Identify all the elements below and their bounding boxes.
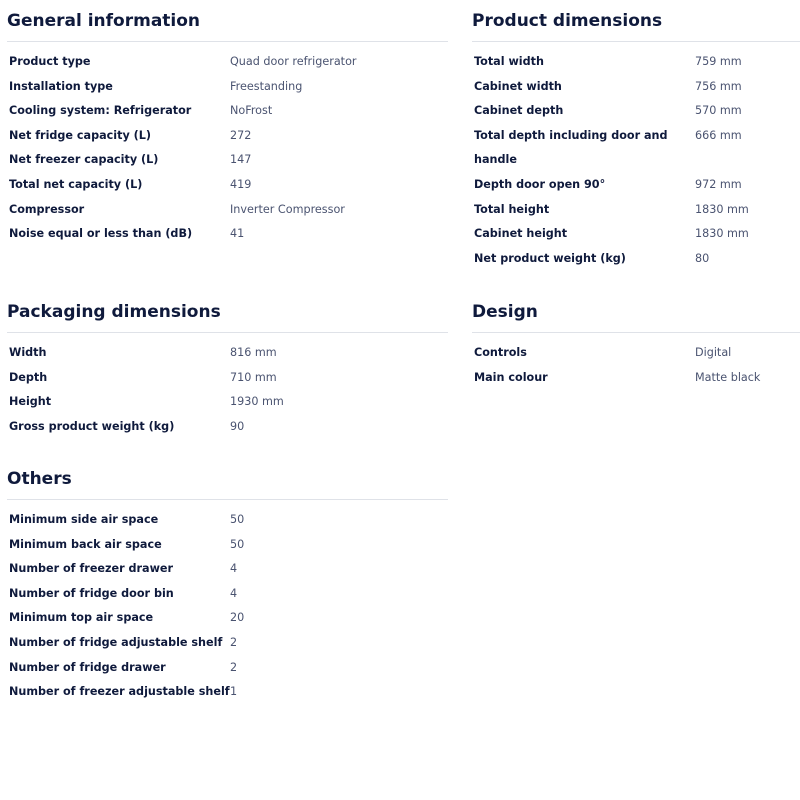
spec-value: 2 <box>230 635 238 649</box>
spec-row <box>7 198 448 223</box>
spec-value: 419 <box>230 177 252 191</box>
spec-list <box>7 50 448 247</box>
spec-label: Cooling system: Refrigerator <box>9 104 192 118</box>
spec-value: 1830 mm <box>695 202 749 216</box>
spec-row <box>7 173 448 198</box>
divider <box>7 41 448 42</box>
spec-value: NoFrost <box>230 104 273 118</box>
spec-value: 1930 mm <box>230 395 284 409</box>
spec-row <box>7 341 448 366</box>
divider <box>7 332 448 333</box>
spec-list <box>472 341 800 390</box>
spec-row <box>7 631 448 656</box>
spec-value: 80 <box>695 251 710 265</box>
spec-value: Freestanding <box>230 79 303 93</box>
spec-row <box>7 656 448 681</box>
spec-value: 272 <box>230 128 252 142</box>
spec-value: 50 <box>230 513 245 526</box>
spec-value: 2 <box>230 660 238 674</box>
spec-row <box>472 366 800 391</box>
spec-label: Total height <box>474 202 550 216</box>
spec-row <box>7 366 448 391</box>
spec-row <box>472 222 800 247</box>
spec-list <box>472 50 800 271</box>
design-section <box>472 299 800 390</box>
spec-label: Minimum back air space <box>9 537 162 551</box>
spec-label: Total depth including door and handle <box>474 128 668 167</box>
spec-label: Minimum side air space <box>9 513 159 526</box>
spec-row <box>7 508 448 533</box>
spec-label: Total width <box>474 55 544 68</box>
spec-label: Product type <box>9 55 91 68</box>
spec-row <box>7 75 448 100</box>
spec-row <box>7 99 448 124</box>
spec-value: Matte black <box>695 370 761 384</box>
spec-value: 759 mm <box>695 55 742 68</box>
spec-label: Depth <box>9 370 48 384</box>
spec-label: Net fridge capacity (L) <box>9 128 152 142</box>
spec-label: Number of fridge adjustable shelf <box>9 635 223 649</box>
spec-row <box>7 415 448 440</box>
section-title: General information <box>7 11 201 31</box>
spec-label: Net product weight (kg) <box>474 251 626 265</box>
spec-row <box>472 99 800 124</box>
spec-label: Controls <box>474 346 527 359</box>
spec-value: 710 mm <box>230 370 277 384</box>
spec-value: 147 <box>230 153 252 167</box>
spec-value: Inverter Compressor <box>230 202 345 216</box>
spec-value: 41 <box>230 227 245 241</box>
spec-value: 1830 mm <box>695 227 749 241</box>
spec-value: Digital <box>695 346 732 359</box>
spec-row <box>7 148 448 173</box>
divider <box>472 41 800 42</box>
spec-list <box>7 508 448 705</box>
spec-value: 90 <box>230 419 245 433</box>
others-section <box>7 466 448 705</box>
spec-value: 4 <box>230 586 238 600</box>
product-dimensions-section <box>472 8 800 271</box>
spec-row <box>7 50 448 75</box>
spec-row <box>7 582 448 607</box>
spec-value: Quad door refrigerator <box>230 55 357 68</box>
spec-label: Number of freezer drawer <box>9 562 174 576</box>
spec-row <box>472 173 800 198</box>
spec-label: Number of fridge door bin <box>9 586 174 600</box>
spec-label: Main colour <box>474 370 548 384</box>
spec-row <box>472 198 800 223</box>
spec-list <box>7 341 448 439</box>
spec-value: 50 <box>230 537 245 551</box>
spec-label: Net freezer capacity (L) <box>9 153 159 167</box>
spec-row <box>472 341 800 366</box>
spec-label: Width <box>9 346 47 359</box>
spec-value: 972 mm <box>695 177 742 191</box>
spec-label: Cabinet depth <box>474 104 564 118</box>
packaging-dimensions-section <box>7 299 448 439</box>
spec-row <box>472 124 800 173</box>
spec-label: Cabinet height <box>474 227 568 241</box>
spec-label: Number of freezer adjustable shelf <box>9 685 230 699</box>
spec-value: 20 <box>230 611 245 625</box>
spec-label: Total net capacity (L) <box>9 177 143 191</box>
spec-row <box>7 124 448 149</box>
spec-row <box>472 50 800 75</box>
spec-label: Number of fridge drawer <box>9 660 166 674</box>
spec-label: Height <box>9 395 52 409</box>
section-title: Others <box>7 469 72 489</box>
spec-label: Cabinet width <box>474 79 562 93</box>
spec-value: 666 mm <box>695 128 742 142</box>
spec-value: 1 <box>230 685 238 699</box>
general-information-section <box>7 8 448 247</box>
spec-label: Installation type <box>9 79 113 93</box>
section-title: Product dimensions <box>472 11 663 31</box>
spec-label: Depth door open 90° <box>474 177 606 191</box>
spec-row <box>7 533 448 558</box>
spec-row <box>7 222 448 247</box>
spec-row <box>472 75 800 100</box>
spec-label: Noise equal or less than (dB) <box>9 227 193 241</box>
divider <box>7 499 448 500</box>
divider <box>472 332 800 333</box>
spec-row <box>472 247 800 272</box>
section-title: Design <box>472 302 538 322</box>
spec-row <box>7 557 448 582</box>
spec-value: 4 <box>230 562 238 576</box>
spec-label: Minimum top air space <box>9 611 154 625</box>
spec-value: 570 mm <box>695 104 742 118</box>
spec-row <box>7 390 448 415</box>
spec-value: 756 mm <box>695 79 742 93</box>
spec-label: Compressor <box>9 202 85 216</box>
spec-value: 816 mm <box>230 346 277 359</box>
spec-row <box>7 606 448 631</box>
section-title: Packaging dimensions <box>7 302 221 322</box>
spec-row <box>7 680 448 705</box>
spec-label: Gross product weight (kg) <box>9 419 175 433</box>
